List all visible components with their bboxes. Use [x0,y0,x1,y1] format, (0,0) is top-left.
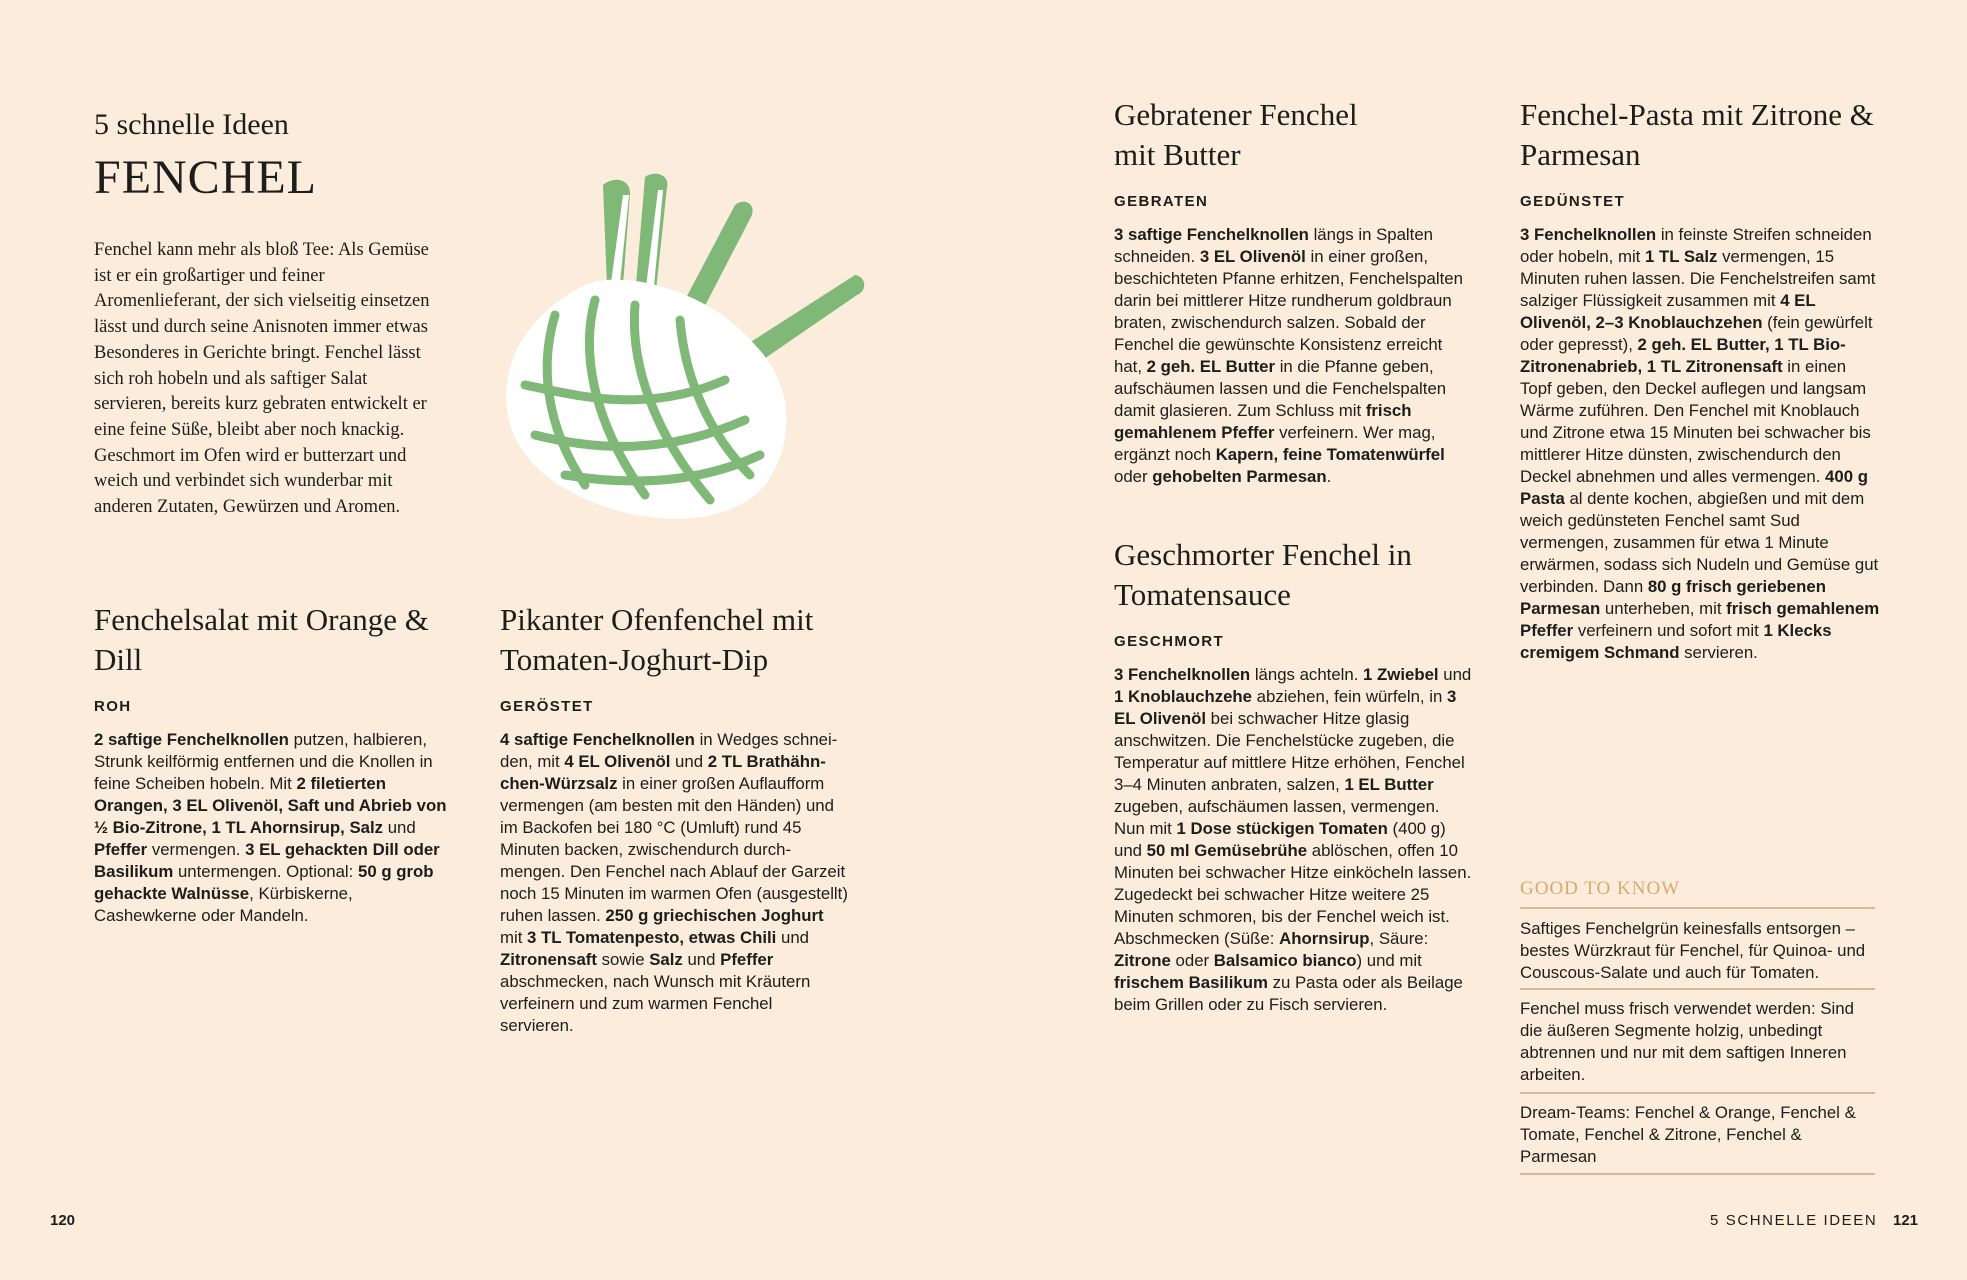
ingredient-highlight: Zitrone [1114,951,1171,970]
ingredient-highlight: 1 Klecks cremigem Schmand [1520,621,1832,662]
ingredient-highlight: 3 Fenchelknollen [1114,665,1251,684]
ingredient-highlight: frischem Basilikum [1114,973,1268,992]
ingredient-highlight: 4 EL Olivenöl [564,752,671,771]
recipe-method: GESCHMORT [1114,633,1225,650]
ingredient-highlight: 4 saftige Fenchelknollen [500,730,695,749]
ingredient-highlight: 80 g frisch geriebenen Parmesan [1520,577,1826,618]
recipe-title: Geschmorter Fenchel in Tomatensauce [1114,537,1412,612]
ingredient-highlight: 250 g griechischen Joghurt [605,906,824,925]
recipe-method: GEDÜNSTET [1520,193,1626,210]
ingredient-highlight: frisch gemahlenem Pfeffer [1114,401,1412,442]
divider [1520,988,1875,990]
ingredient-highlight: Kapern, feine Tomatenwürfel [1215,445,1445,464]
recipe-card [1114,535,1474,1016]
ingredient-highlight: Balsamico bianco [1213,951,1357,970]
ingredient-highlight: 3 Fenchelknollen [1520,225,1657,244]
ingredient-highlight: 1 EL Butter [1344,775,1434,794]
recipe-text: 3 saftige Fenchelknollen längs in Spalten schneiden. 3 EL Olivenöl in einer großen, beschichteten Pfanne erhitzen, Fenchelspalten darin bei mittlerer Hitze rundherum goldbraun braten, zwischendurch salzen. Sobald der Fenchel die gewünschte Konsistenz erreicht hat, 2 geh. EL Butter in die Pfanne geben, aufschäumen lassen und die Fenchelspalten damit glasieren. Zum Schluss mit frisch gemahlenem Pfeffer verfeinern. Wer mag, ergänzt noch Kapern, feine Tomatenwürfel oder gehobelten Parmesan. [1114,225,1463,486]
ingredient-highlight: 400 g Pasta [1520,467,1868,508]
ingredient-highlight: 50 g grob gehackte Walnüsse [94,862,434,903]
ingredient-highlight: 50 ml Gemüsebrühe [1146,841,1308,860]
ingredient-highlight: 2 geh. EL Butter, 1 TL Bio-Zitronenabrieb, 1 TL Zitronensaft [1520,335,1846,376]
good-to-know-title: GOOD TO KNOW [1520,878,1681,899]
recipe-text: 3 Fenchelknollen in feinste Streifen schneiden oder hobeln, mit 1 TL Salz vermengen, 15 Minuten ruhen lassen. Die Fenchelstreifen samt salziger Flüssigkeit zusammen mit 4 EL Olivenöl, 2–3 Knoblauchzehen (fein gewürfelt oder gepresst), 2 geh. EL Butter, 1 TL Bio-Zitronenabrieb, 1 TL Zitronensaft in einen Topf geben, den Deckel auflegen und langsam Wärme zuführen. Den Fenchel mit Knoblauch und Zitrone etwa 15 Minuten bei schwacher bis mittlerer Hitze dünsten, zwischendurch den Deckel abnehmen und alles vermengen. 400 g Pasta al dente kochen, abgießen und mit dem weich gedünsteten Fenchel samt Sud vermengen, zusammen für etwa 1 Minute erwärmen, sodass sich Nudeln und Gemüse gut verbinden. Dann 80 g frisch geriebenen Parmesan unterheben, mit frisch gemahlenem Pfeffer verfeinern und sofort mit 1 Klecks cremigem Schmand servieren. [1520,225,1880,662]
intro-text: Fenchel kann mehr als bloß Tee: Als Gemüse ist er ein großartiger und feiner Aromenlieferant, der sich vielseitig einsetzen lässt und durch seine Anisnoten immer etwas Besonderes in Gerichte bringt. Fenchel lässt sich roh hobeln und als saftiger Salat servieren, bereits kurz gebraten entwickelt er eine feine Süße, bleibt aber noch knackig. Geschmort im Ofen wird er butterzart und weich und verbindet sich wunderbar mit anderen Zutaten, Gewürzen und Aromen. [94,240,430,518]
ingredient-highlight: 1 TL Salz [1645,247,1718,266]
tip-text: Dream-Teams: Fenchel & Orange, Fenchel & Tomate, Fenchel & Zitrone, Fenchel & Parmesan [1520,1103,1856,1166]
recipe-card [500,600,850,1037]
recipe-card [1520,95,1880,664]
recipe-method: ROH [94,698,132,715]
ingredient-highlight: 2 filetierten Orangen, 3 EL Olivenöl, Saft und Abrieb von ½ Bio-Zitrone, 1 TL Ahornsirup, Salz [94,774,447,837]
ingredient-highlight: Pfeffer [720,950,774,969]
recipe-method: GERÖSTET [500,698,594,715]
ingredient-highlight: 2 TL Brathähnchen-Würzsalz [500,752,826,793]
divider [1520,1173,1875,1175]
ingredient-highlight: 3 TL Tomatenpesto, etwas Chili [527,928,777,947]
ingredient-highlight: 3 EL Olivenöl [1199,247,1306,266]
page-number-left: 120 [50,1212,76,1229]
fennel-icon [495,165,880,525]
page-number-right: 121 [1893,1212,1919,1229]
ingredient-highlight: Ahornsirup [1279,929,1370,948]
recipe-text: 4 saftige Fenchelknollen in Wedges schneiden, mit 4 EL Olivenöl und 2 TL Brathähnchen-Würzsalz in einer großen Auflaufform vermengen (am besten mit den Händen) und im Backofen bei 180 °C (Umluft) rund 45 Minuten backen, zwischendurch durchmengen. Den Fenchel nach Ablauf der Garzeit noch 15 Minuten im warmen Ofen (ausgestellt) ruhen lassen. 250 g griechischen Joghurt mit 3 TL Tomatenpesto, etwas Chili und Zitronensaft sowie Salz und Pfeffer abschmecken, nach Wunsch mit Kräutern verfeinern und zum warmen Fenchel servieren. [500,730,848,1035]
recipe-title: Fenchelsalat mit Orange & Dill [94,602,429,677]
ingredient-highlight: 2 saftige Fenchelknollen [94,730,289,749]
ingredient-highlight: 3 EL Olivenöl [1114,687,1457,728]
recipe-title: Gebratener Fenchel mit Butter [1114,97,1358,172]
divider [1520,907,1875,909]
ingredient-highlight: Zitronensaft [500,950,597,969]
ingredient-highlight: frisch gemahlenem Pfeffer [1520,599,1880,640]
ingredient-highlight: 2 geh. EL Butter [1146,357,1276,376]
ingredient-highlight: Pfeffer [94,840,148,859]
tip-text: Saftiges Fenchelgrün keinesfalls entsorgen – bestes Würzkraut für Fenchel, für Quinoa- und Couscous-Salate und auch für Tomaten. [1520,919,1866,982]
ingredient-highlight: 1 Dose stückigen Tomaten [1176,819,1388,838]
tip-text: Fenchel muss frisch verwendet werden: Sind die äußeren Segmente holzig, unbedingt abtrennen und nur mit dem saftigen Inneren arbeiten. [1520,999,1854,1084]
recipe-text: 3 Fenchelknollen längs achteln. 1 Zwiebel und 1 Knoblauchzehe abziehen, fein würfeln, in 3 EL Olivenöl bei schwacher Hitze glasig anschwitzen. Die Fenchelstücke zugeben, die Temperatur auf mittlere Hitze erhöhen, Fenchel 3–4 Minuten anbraten, salzen, 1 EL Butter zugeben, aufschäumen lassen, vermengen. Nun mit 1 Dose stückigen Tomaten (400 g) und 50 ml Gemüsebrühe ablöschen, offen 10 Minuten bei schwacher Hitze einköcheln lassen. Zugedeckt bei schwacher Hitze weitere 25 Minuten schmoren, bis der Fenchel weich ist. Abschmecken (Süße: Ahornsirup, Säure: Zitrone oder Balsamico bianco) und mit frischem Basilikum zu Pasta oder als Beilage beim Grillen oder zu Fisch servieren. [1114,665,1472,1014]
recipe-title: Pikanter Ofenfenchel mit Tomaten-Joghurt-Dip [500,602,814,677]
ingredient-highlight: gehobelten Parmesan [1152,467,1327,486]
ingredient-highlight: 1 Knoblauchzehe [1114,687,1253,706]
ingredient-highlight: 1 Zwiebel [1363,665,1439,684]
ingredient-highlight: 3 saftige Fenchelknollen [1114,225,1309,244]
recipe-card [1114,95,1474,488]
recipe-text: 2 saftige Fenchelknollen putzen, halbieren, Strunk keilförmig entfernen und die Knollen in feine Scheiben hobeln. Mit 2 filetierten Orangen, 3 EL Olivenöl, Saft und Abrieb von ½ Bio-Zitrone, 1 TL Ahornsirup, Salz und Pfeffer vermengen. 3 EL gehackten Dill oder Basilikum untermengen. Optional: 50 g grob gehackte Walnüsse, Kürbiskerne, Cashewkerne oder Mandeln. [94,730,447,925]
section-kicker: 5 schnelle Ideen [94,108,289,141]
recipe-card [94,600,454,927]
recipe-method: GEBRATEN [1114,193,1209,210]
ingredient-highlight: Salz [649,950,683,969]
ingredient-highlight: 4 EL Olivenöl, 2–3 Knoblauchzehen [1520,291,1816,332]
page-title: FENCHEL [94,151,317,204]
running-footer: 5 SCHNELLE IDEEN [1710,1212,1878,1229]
divider [1520,1092,1875,1094]
recipe-title: Fenchel-Pasta mit Zitrone & Parmesan [1520,97,1874,172]
ingredient-highlight: 3 EL gehackten Dill oder Basilikum [94,840,440,881]
